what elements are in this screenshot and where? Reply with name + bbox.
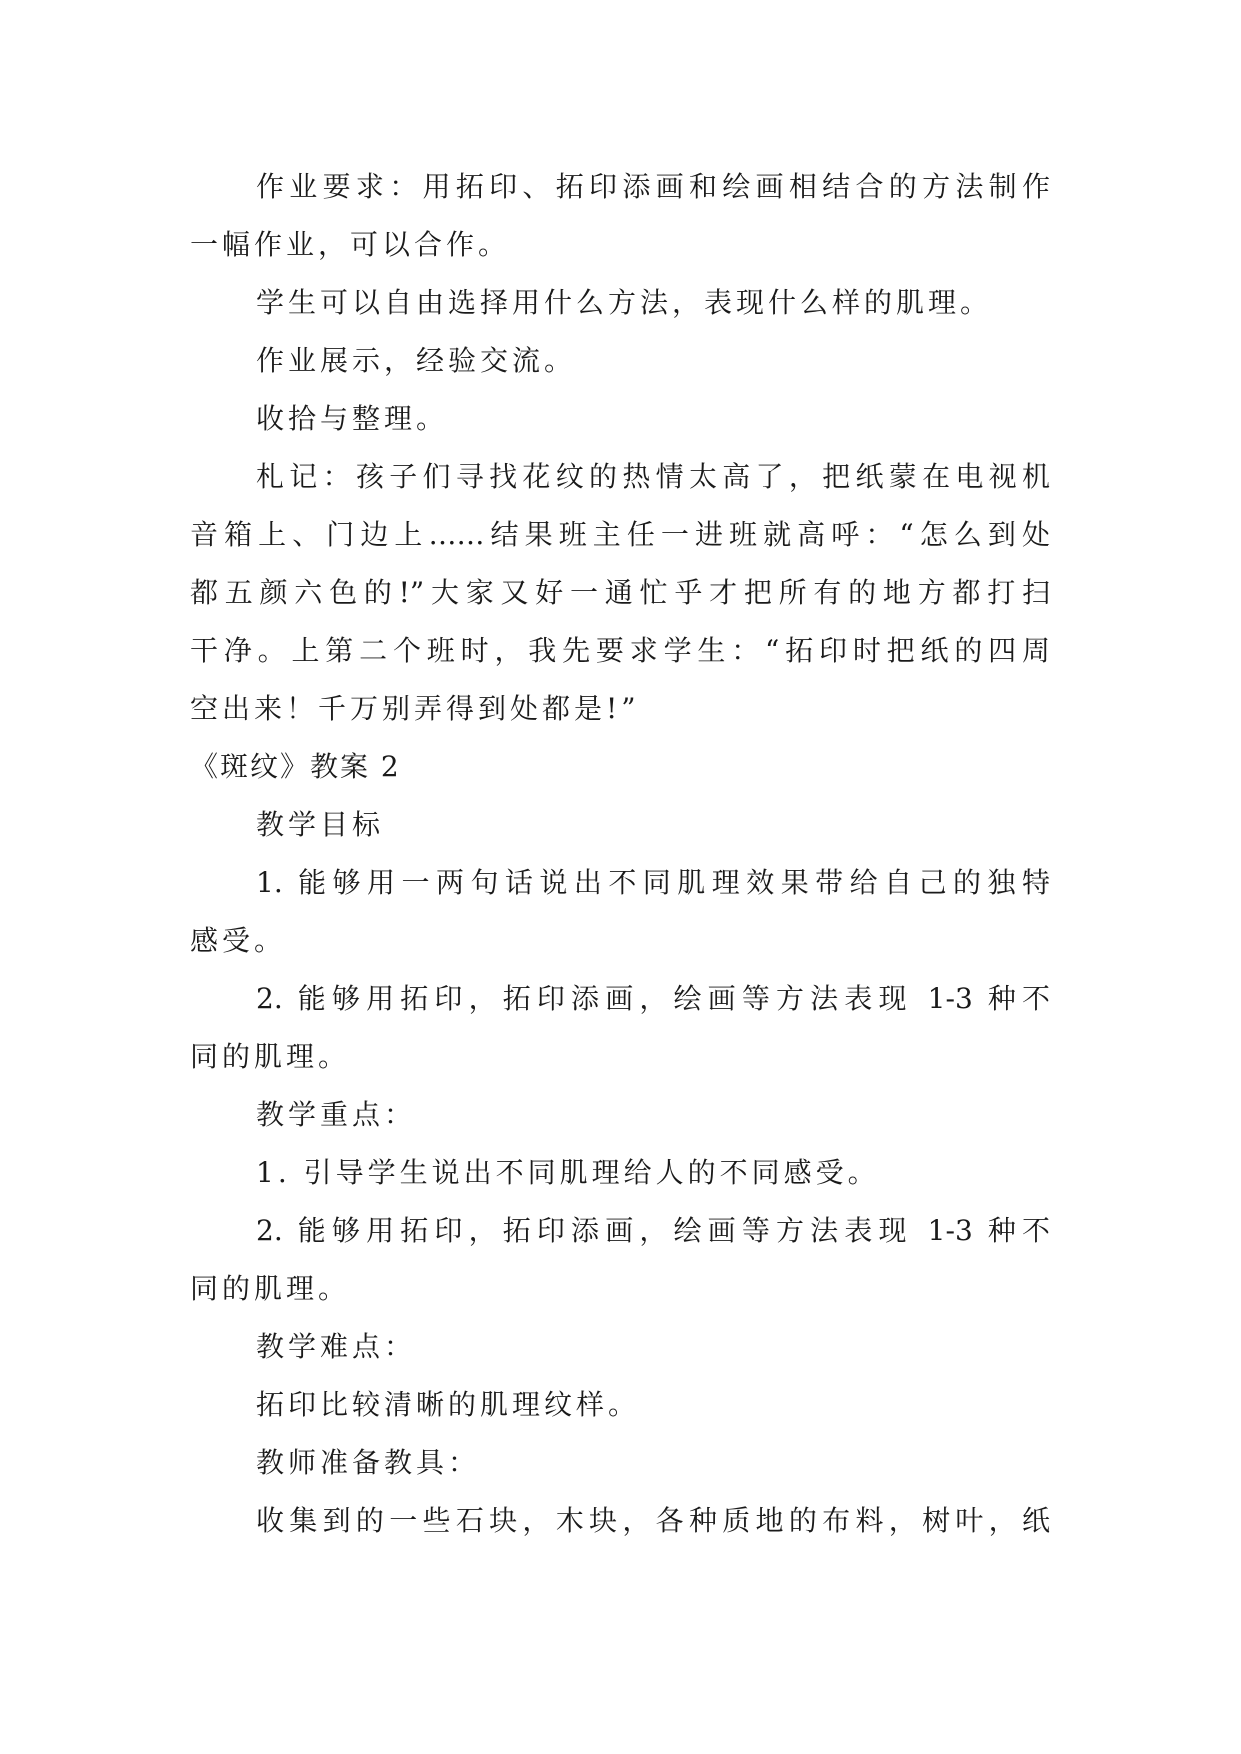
section-heading: 教师准备教具： (256, 1446, 481, 1479)
paragraph-line: 作业要求：用拓印、拓印添画和绘画相结合的方法制作 (256, 170, 1050, 203)
section-heading: 教学难点： (256, 1330, 417, 1363)
paragraph-line: 都五颜六色的!”大家又好一通忙乎才把所有的地方都打扫 (190, 576, 1050, 609)
list-item-continuation: 感受。 (190, 924, 287, 957)
list-item-continuation: 同的肌理。 (190, 1272, 351, 1305)
section-heading: 教学目标 (256, 808, 385, 841)
paragraph-line: 收集到的一些石块，木块，各种质地的布料，树叶，纸 (256, 1504, 1050, 1537)
paragraph-line: 收拾与整理。 (256, 402, 449, 435)
document-body (190, 158, 1050, 1550)
list-item-continuation: 同的肌理。 (190, 1040, 351, 1073)
paragraph-line: 拓印比较清晰的肌理纹样。 (256, 1388, 641, 1421)
paragraph-line: 学生可以自由选择用什么方法，表现什么样的肌理。 (256, 286, 993, 319)
paragraph-line: 作业展示，经验交流。 (256, 344, 577, 377)
list-item: 1. 引导学生说出不同肌理给人的不同感受。 (256, 1156, 880, 1189)
paragraph-line: 札记：孩子们寻找花纹的热情太高了，把纸蒙在电视机 (256, 460, 1050, 493)
list-item: 2. 能够用拓印，拓印添画，绘画等方法表现 1-3 种不 (256, 982, 1050, 1015)
paragraph-line: 一幅作业，可以合作。 (190, 228, 511, 261)
list-item: 1. 能够用一两句话说出不同肌理效果带给自己的独特 (256, 866, 1050, 899)
section-heading: 教学重点： (256, 1098, 417, 1131)
section-title: 《斑纹》教案 2 (190, 750, 401, 783)
paragraph-line: 干净。上第二个班时，我先要求学生：“拓印时把纸的四周 (190, 634, 1050, 667)
list-item: 2. 能够用拓印，拓印添画，绘画等方法表现 1-3 种不 (256, 1214, 1050, 1247)
paragraph-line: 音箱上、门边上……结果班主任一进班就高呼：“怎么到处 (190, 518, 1050, 551)
paragraph-line: 空出来！千万别弄得到处都是!” (190, 692, 640, 725)
